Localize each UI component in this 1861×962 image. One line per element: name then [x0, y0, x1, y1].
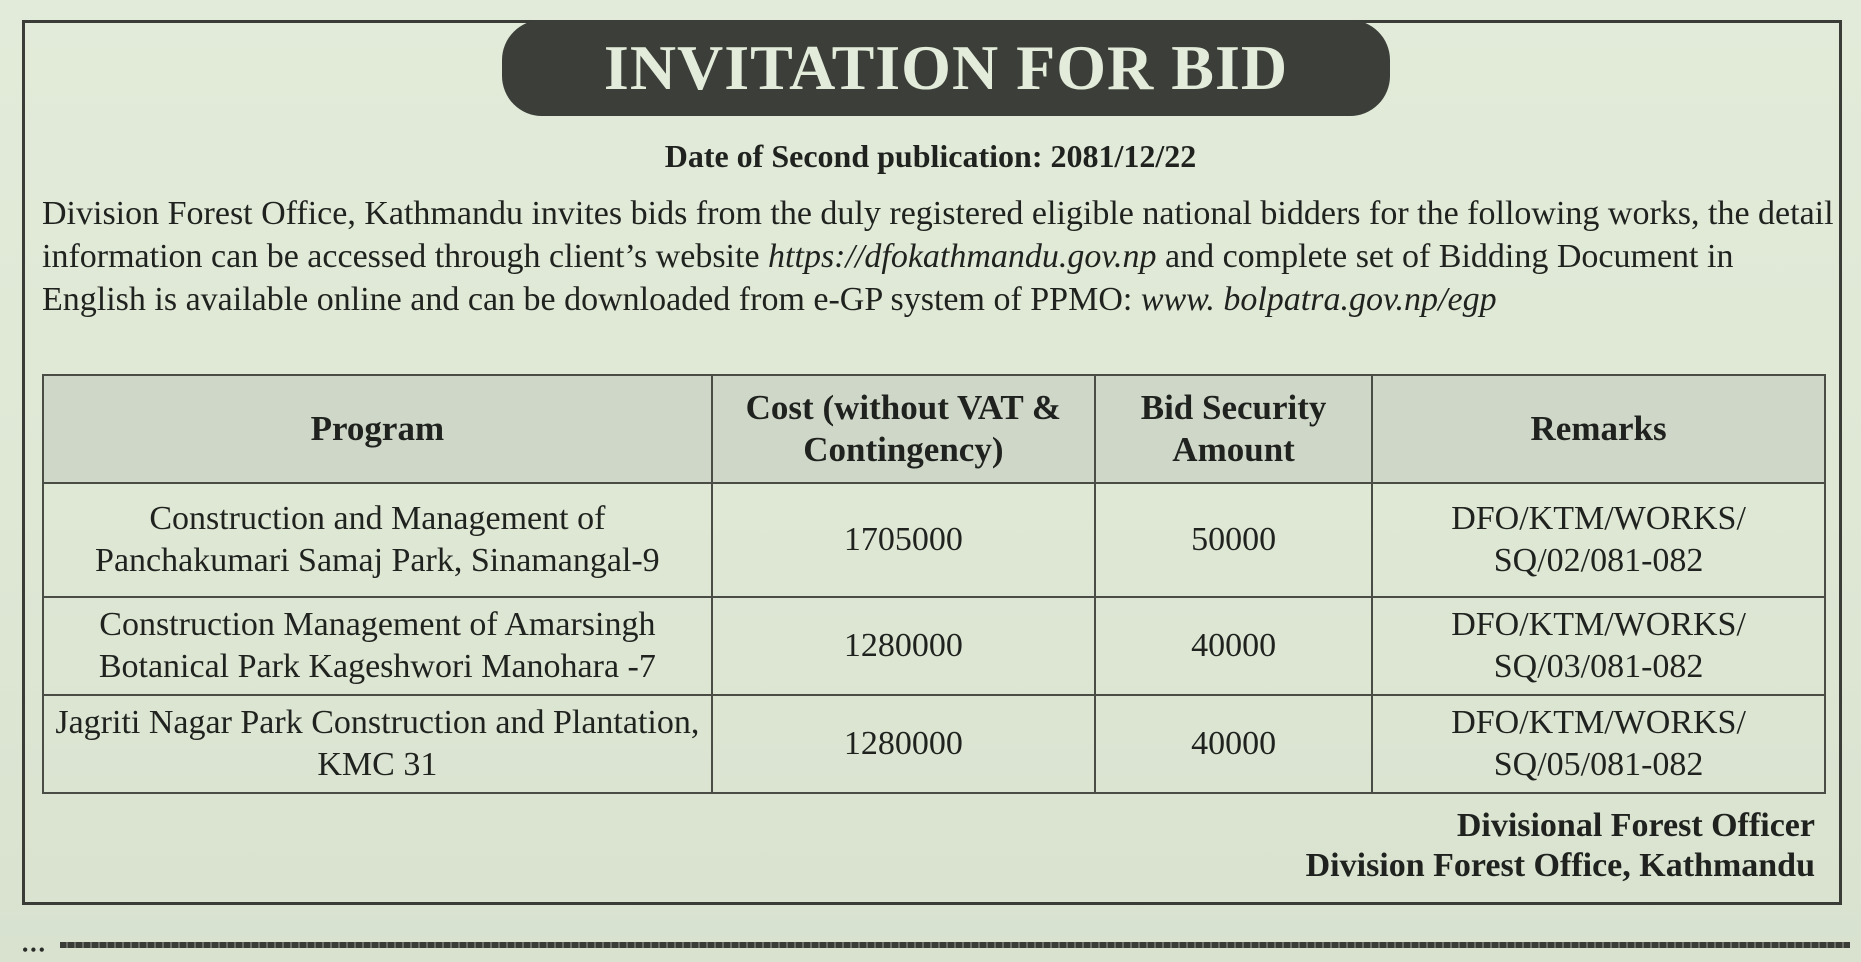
decorative-dots: •••: [22, 940, 47, 960]
intro-text-part1: Division Forest Office, Kathmandu invites bids from the duly registered eligible national bidders for the following works, the detail information can be accessed through client’s website: [42, 195, 1834, 275]
cell-bid-security: 50000: [1095, 483, 1372, 597]
egp-link: www. bolpatra.gov.np/egp: [1140, 281, 1497, 318]
cell-program: Jagriti Nagar Park Construction and Plantation, KMC 31: [43, 695, 712, 793]
table-row: [43, 695, 1825, 793]
header-bid-security: Bid Security Amount: [1095, 375, 1372, 483]
cell-remarks: DFO/KTM/WORKS/ SQ/03/081-082: [1372, 597, 1825, 695]
cell-program: Construction Management of Amarsingh Botanical Park Kageshwori Manohara -7: [43, 597, 712, 695]
cell-program: Construction and Management of Panchakumari Samaj Park, Sinamangal-9: [43, 483, 712, 597]
intro-paragraph: [42, 192, 1842, 321]
cell-cost: 1280000: [712, 695, 1095, 793]
cell-bid-security: 40000: [1095, 695, 1372, 793]
cell-cost: 1705000: [712, 483, 1095, 597]
table-row: [43, 597, 1825, 695]
notice-title: INVITATION FOR BID: [603, 32, 1289, 103]
table-header-row: [43, 375, 1825, 483]
bottom-rule-divider: [60, 942, 1850, 948]
table-row: [43, 483, 1825, 597]
title-banner: [502, 20, 1390, 116]
header-program: Program: [43, 375, 712, 483]
client-website-link: https://dfokathmandu.gov.np: [768, 238, 1157, 275]
intro-text-part2: and complete set of Bidding Document in English is available online and can be downloaded from e-GP system of PPMO:: [42, 238, 1734, 318]
bid-table: [42, 374, 1826, 794]
header-cost: Cost (without VAT & Contingency): [712, 375, 1095, 483]
cell-cost: 1280000: [712, 597, 1095, 695]
cell-remarks: DFO/KTM/WORKS/ SQ/05/081-082: [1372, 695, 1825, 793]
signatory-title: Divisional Forest Officer: [1456, 807, 1815, 844]
signatory-office: Division Forest Office, Kathmandu: [1305, 847, 1815, 884]
cell-bid-security: 40000: [1095, 597, 1372, 695]
header-remarks: Remarks: [1372, 375, 1825, 483]
cell-remarks: DFO/KTM/WORKS/ SQ/02/081-082: [1372, 483, 1825, 597]
publication-date: Date of Second publication: 2081/12/22: [664, 138, 1197, 174]
signature-block: [1306, 806, 1815, 886]
